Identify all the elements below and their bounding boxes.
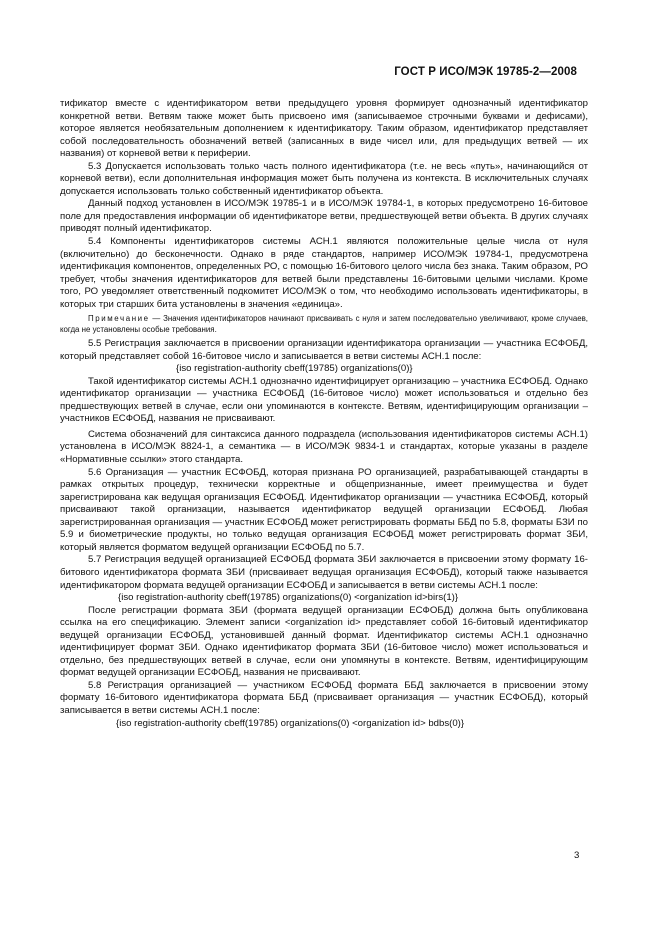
paragraph-5-3: 5.3 Допускается использовать только часть полного идентификатора (т.е. не весь «путь», начинающийся от корневой ветви), если дополнительная информация может быть получена из контекста. В исключительных случаях допускается использовать только собственный идентификатор объекта. xyxy=(60,160,588,197)
note xyxy=(60,314,588,335)
paragraph-5-4: 5.4 Компоненты идентификаторов системы АСН.1 являются положительные целые числа от нуля (включительно) до бесконечности. Однако в ряде стандартов, например ИСО/МЭК 19784-1, предусмотрена идентификация компонентов, определенных РО, с помощью 16-битового целого числа без знака. Таким образом, РО требует, чтобы значения идентификаторов для ветвей были представлены 16-битовыми целыми числами. Кроме того, РО уведомляет ответственный подкомитет ИСО/МЭК о том, что необходимо использовать идентификаторы, в которых три старших бита установлены в значения «единица». xyxy=(60,236,588,310)
paragraph: После регистрации формата ЗБИ (формата ведущей организации ЕСФОБД) должна быть опубликована ссылка на его спецификацию. Элемент записи <organization id> представляет собой 16-битовый идентификатор ведущей организации ЕСФОБД, установившей данный формат. Идентификатор системы АСН.1 однозначно идентифицирует формат ЗБИ. Однако идентификатор формата ЗБИ (16-битовое число) может использоваться и отдельно, без предшествующих ветвей в случае, если они упомянуты в контексте. Ветвям, идентифицирующим формат ведущей организации ЕСФОБД, названия не присваивают. xyxy=(60,604,588,679)
paragraph: Данный подход установлен в ИСО/МЭК 19785-1 и в ИСО/МЭК 19784-1, в которых предусмотрено 16-битовое поле для предоставления информации об идентификаторе ветви, предшествующей ветви объекта. В других случаях приводят полный идентификатор. xyxy=(60,198,588,235)
paragraph-5-5: 5.5 Регистрация заключается в присвоении организации идентификатора организации — участника ЕСФОБД, который представляет собой 16-битовое число и записывается в ветви системы АСН.1 после: xyxy=(60,338,588,362)
paragraph: тификатор вместе с идентификатором ветви предыдущего уровня формирует однозначный идентификатор конкретной ветви. Ветвям также может быть присвоено имя (записываемое строчными буквами и дефисами), которое является необязательным дополнением к идентификатору. Таким образом, идентификатор представляет собой последовательность обозначений ветвей (записанных в виде чисел или, для предыдущих ветвей — их названия) от корневой ветви к периферии. xyxy=(60,98,588,160)
paragraph-5-8: 5.8 Регистрация организацией — участником ЕСФОБД формата ББД заключается в присвоении этому формату 16-битового идентификатора формата ББД (присваивает организация — участник ЕСФОБД), который записывается в ветви системы АСН.1 после: xyxy=(60,679,588,716)
formula-birs: {iso registration-authority cbeff(19785) organizations(0) <organization id>birs(1)} xyxy=(118,592,459,604)
formula-bdbs: {iso registration-authority cbeff(19785) organizations(0) <organization id> bdbs(0)} xyxy=(116,717,465,729)
paragraph-5-6: 5.6 Организация — участник ЕСФОБД, которая признана РО организацией, разрабатывающей стандарты в рамках открытых процедур, технически корректные и общепризнанные, имеет преимущества и будет зарегистрирована как ведущая организация ЕСФОБД. Идентификатор организации — участника ЕСФОБД, который присваивают такой организации, называется идентификатор ведущей организации ЕСФОБД. Любая зарегистрированная организация — участник ЕСФОБД может регистрировать форматы ББД по 5.8, форматы БЗИ по 5.9 и биометрические продукты, но только ведущая организация ЕСФОБД может регистрировать формат ЗБИ, который является форматом ведущей организации ЕСФОБД по 5.7. xyxy=(60,466,588,553)
paragraph: Такой идентификатор системы АСН.1 однозначно идентифицирует организацию – участника ЕСФОБД. Однако идентификатор организации — участника ЕСФОБД (16-битовое число) может использоваться и отдельно без предшествующих ветвей в случае, если они упоминаются в контексте. Ветвям, идентифицирующим организации – участников ЕСФОБД, названия не присваивают. xyxy=(60,375,588,425)
document-body xyxy=(60,98,588,730)
note-text: — Значения идентификаторов начинают присваивать с нуля и затем последовательно увеличивают, кроме случаев, когда не установлены особые требования. xyxy=(60,314,588,334)
note-label: Примечание xyxy=(88,314,150,324)
page-number: 3 xyxy=(574,850,580,861)
formula-organizations: {iso registration-authority cbeff(19785) organizations(0)} xyxy=(176,363,413,375)
document-header: ГОСТ Р ИСО/МЭК 19785-2—2008 xyxy=(394,66,577,78)
paragraph: Система обозначений для синтаксиса данного подраздела (использования идентификаторов системы АСН.1) установлена в ИСО/МЭК 8824-1, а семантика — в ИСО/МЭК 9834-1 и стандартах, которые указаны в разделе «Нормативные ссылки» этого стандарта. xyxy=(60,428,588,466)
paragraph-5-7: 5.7 Регистрация ведущей организацией ЕСФОБД формата ЗБИ заключается в присвоении этому формату 16-битового идентификатора формата ЗБИ (присваивает ведущая организация ЕСФОБД), который также называется идентификатором формата ведущей организации ЕСФОБД и записывается в ветви системы АСН.1 после: xyxy=(60,554,588,591)
